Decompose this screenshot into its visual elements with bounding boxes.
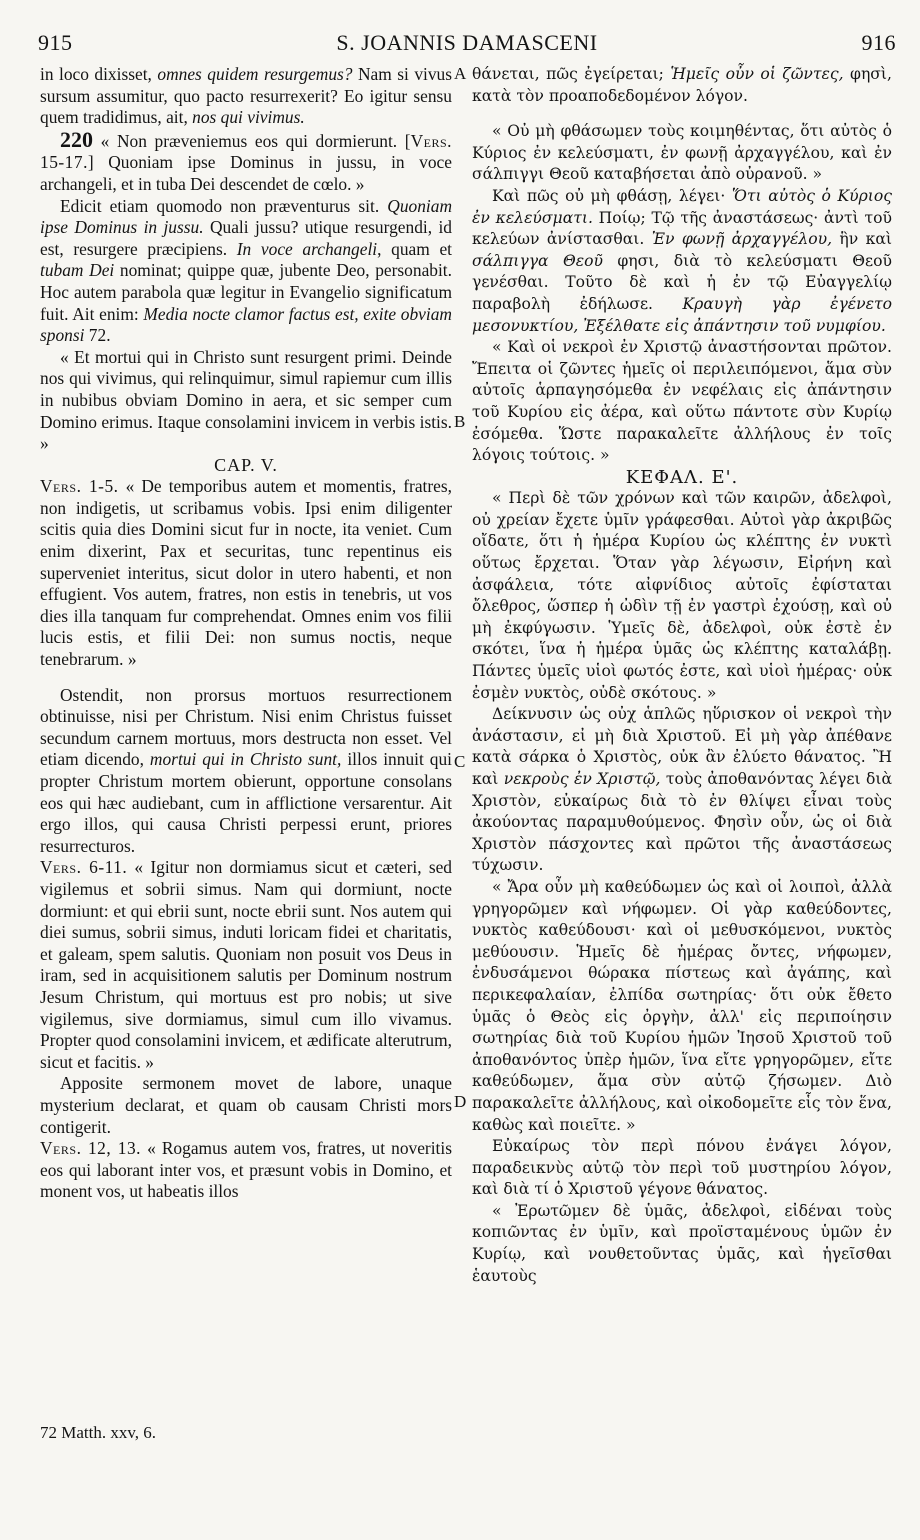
latin-column	[40, 64, 452, 1203]
page-number-left: 915	[38, 30, 73, 55]
latin-commentary-1: Edicit etiam quomodo non præventurus sit. Quoniam ipse Dominus in jussu. Quali jussu? utique resurgendi, id est, resurgere præcipiens. In voce archangeli, quam et tubam Dei nominat; quippe quæ, jubente Deo, personabit. Hoc autem parabola quæ legitur in Evangelio significatum fuit. Ait enim: Media nocte clamor factus est, exite obviam sponsi 72.	[40, 195, 453, 346]
greek-commentary-2: Δείκνυσιν ὡς οὐχ ἁπλῶς ηὕρισκον οἱ νεκροὶ τὴν ἀνάστασιν, εἰ μὴ διὰ Χριστοῦ. Εἰ μὴ γὰρ ἀπέθανε κατὰ σάρκα ὁ Χριστὸς, οὐκ ἂν ἐλύετο θάνατος. Ἢ καὶ νεκροὺς ἐν Χριστῷ, τοὺς ἀποθανόντας λέγει διὰ Χριστὸν, εὐκαίρως διὰ τὸ ἐν θλίψει εἶναι τοὺς ἀκούοντας παραμυθούμενος. Φησὶν οὖν, ὡς οἱ διὰ Χριστὸν πάσχοντες καὶ πρῶτοι τῆς ἀναστάσεως τύχωσιν.	[472, 705, 892, 875]
margin-letter-b: B	[454, 412, 466, 431]
running-title: S. JOANNIS DAMASCENI	[336, 30, 598, 55]
greek-scripture-2: « Καὶ οἱ νεκροὶ ἐν Χριστῷ ἀναστήσονται πρῶτον. Ἔπειτα οἱ ζῶντες ἡμεῖς οἱ περιλειπόμενοι, ἅμα σὺν αὐτοῖς ἁρπαγησόμεθα ἐν νεφέλαις εἰς ἀπάντησιν τοῦ Κυρίου εἰς ἀέρα, καὶ οὕτω πάντοτε σὺν Κυρίῳ ἐσόμεθα. Ὥστε παρακαλεῖτε ἀλλήλους ἐν τοῖς λόγοις τούτοις. »	[472, 338, 892, 465]
footnote: 72 Matth. xxv, 6.	[40, 1423, 157, 1442]
section-220: 220 « Non præveniemus eos qui dormierunt. [Vers. 15-17.] Quoniam ipse Dominus in jussu, in voce archangeli, et in tuba Dei descendet de cœlo. »	[40, 126, 452, 194]
page-number-right: 916	[861, 30, 896, 55]
latin-commentary-2: Ostendit, non prorsus mortuos resurrectionem obtinuisse, nisi per Christum. Nisi enim Christus fuisset secundum carnem mortuus, mors destructa non esset. Vel etiam dicendo, mortui qui in Christo sunt, illos innuit qui propter Christum mortem obierunt, opportune consolans eos qui hæc audiebant, cum in afflictione versarentur. Ait ergo illos, qui causa Christi perpessi erunt, priores resurrecturos.	[40, 684, 452, 856]
latin-verses-6-11: Vers. 6-11. « Igitur non dormiamus sicut et cæteri, sed vigilemus et sobrii simus. Nam qui dormiunt, nocte dormiunt: et qui ebrii sunt, nocte ebrii sunt. Nos autem qui diei sumus, sobrii simus, induti loricam fidei et charitatis, et galeam, spem salutis. Quoniam non posuit vos Deus in iram, sed in acquisitionem salutis per Dominum nostrum Jesum Christum, qui mortuus est pro nobis; ut sive vigilemus, sive dormiamus, simul cum illo vivamus. Propter quod consolamini invicem, et ædificate alterutrum, sicut et facitis. »	[40, 857, 453, 1072]
greek-commentary-3: Εὐκαίρως τὸν περὶ πόνου ἐνάγει λόγον, παραδεικνὺς αὐτῷ τὸν περὶ τοῦ μυστηρίου λόγον, καὶ διὰ τί ὁ Χριστοῦ γέγονε θάνατος.	[472, 1137, 892, 1199]
chapter-heading-latin: CAP. V.	[214, 454, 278, 475]
latin-scripture-quote: « Et mortui qui in Christo sunt resurgent primi. Deinde nos qui vivimus, qui relinquimur, simul rapiemur cum illis in nubibus obviam Domino in aera, et sic semper cum Domino erimus. Itaque consolamini invicem in verbis istis. »	[40, 346, 453, 454]
footnote-ref: 72.	[84, 325, 111, 346]
latin-paragraph-1: in loco dixisset, omnes quidem resurgemus? Nam si vivus sursum assumitur, quo pacto resurrexerit? Eo igitur sensu quem tradidimus, ait, nos qui vivimus.	[40, 64, 453, 128]
section-number: 220	[60, 126, 93, 152]
margin-letter-a: A	[454, 64, 467, 83]
greek-column	[472, 64, 892, 1287]
chapter-heading-greek: ΚΕΦΑΛ. Ε'.	[625, 466, 739, 488]
running-header	[38, 30, 896, 64]
greek-verses-6-11: « Ἄρα οὖν μὴ καθεύδωμεν ὡς καὶ οἱ λοιποὶ, ἀλλὰ γρηγορῶμεν καὶ νήφωμεν. Οἱ γὰρ καθεύδοντες, νυκτὸς καθεύδουσι· καὶ οἱ μεθυσκόμενοι, νυκτὸς μεθύουσιν. Ἡμεῖς δὲ ἡμέρας ὄντες, νήφωμεν, ἐνδυσάμενοι θώρακα πίστεως καὶ ἀγάπης, καὶ περικεφαλαίαν, ἐλπίδα σωτηρίας· ὅτι οὐκ ἔθετο ὑμᾶς ὁ Θεὸς εἰς ὀργὴν, ἀλλ' εἰς περιποίησιν σωτηρίας διὰ τοῦ Κυρίου ἡμῶν Ἰησοῦ Χριστοῦ τοῦ ἀποθανόντος ὑπὲρ ἡμῶν, ἵνα εἴτε γρηγορῶμεν, εἴτε καθεύδωμεν, ἅμα σὺν αὐτῷ ζήσωμεν. Διὸ παρακαλεῖτε ἀλλήλους, καὶ οἰκοδομεῖτε εἷς τὸν ἕνα, καθὼς καὶ ποιεῖτε. »	[472, 877, 892, 1134]
greek-scripture-1: « Οὐ μὴ φθάσωμεν τοὺς κοιμηθέντας, ὅτι αὐτὸς ὁ Κύριος ἐν κελεύσματι, ἐν φωνῇ ἀρχαγγέλου, καὶ ἐν σάλπιγγι Θεοῦ καταβήσεται ἀπὸ οὐρανοῦ. »	[472, 122, 892, 184]
greek-commentary-1: Καὶ πῶς οὐ μὴ φθάσῃ, λέγει· Ὅτι αὐτὸς ὁ Κύριος ἐν κελεύσματι. Ποίῳ; Τῷ τῆς ἀναστάσεως· ἀντὶ τοῦ κελεύων ἀνίστασθαι. Ἐν φωνῇ ἀρχαγγέλου, ἣν καὶ σάλπιγγα Θεοῦ φησι, διὰ τὸ κελεύσματι Θεοῦ γενέσθαι. Τοῦτο δὲ καὶ ἡ ἐν τῷ Εὐαγγελίῳ παραβολὴ ἐδήλωσε. Κραυγὴ γὰρ ἐγένετο μεσονυκτίου, Ἐξέλθατε εἰς ἀπάντησιν τοῦ νυμφίου.	[472, 186, 892, 335]
latin-commentary-3: Apposite sermonem movet de labore, unaque mysterium declarat, et quam ob causam Christi mors contigerit.	[40, 1073, 452, 1137]
greek-paragraph-1: θάνεται, πῶς ἐγείρεται; Ἡμεῖς οὖν οἱ ζῶντες, φησὶ, κατὰ τὸν προαποδεδομένον λόγον.	[472, 65, 893, 105]
latin-verses-12-13: Vers. 12, 13. « Rogamus autem vos, fratres, ut noveritis eos qui laborant inter vos, et præsunt vobis in Domino, et monent vos, ut habeatis illos	[40, 1138, 452, 1202]
greek-verses-12-13: « Ἐρωτῶμεν δὲ ὑμᾶς, ἀδελφοὶ, εἰδέναι τοὺς κοπιῶντας ἐν ὑμῖν, καὶ προϊσταμένους ὑμῶν ἐν Κυρίῳ, καὶ νουθετοῦντας ὑμᾶς, καὶ ἡγεῖσθαι ἑαυτοὺς	[472, 1201, 892, 1285]
margin-letter-d: D	[454, 1092, 467, 1111]
margin-letter-c: C	[454, 752, 466, 771]
greek-verses-1-5: « Περὶ δὲ τῶν χρόνων καὶ τῶν καιρῶν, ἀδελφοὶ, οὐ χρείαν ἔχετε ὑμῖν γράφεσθαι. Αὐτοὶ γὰρ ἀκριβῶς οἴδατε, ὅτι ἡ ἡμέρα Κυρίου ὡς κλέπτης ἐν νυκτὶ οὕτως ἔρχεται. Ὅταν γὰρ λέγωσιν, Εἰρήνη καὶ ἀσφάλεια, τότε αἰφνίδιος αὐτοῖς ἐφίσταται ὄλεθρος, ὥσπερ ἡ ὠδὶν τῇ ἐν γαστρὶ ἐχούσῃ, καὶ οὐ μὴ ἐκφύγωσιν. Ὑμεῖς δὲ, ἀδελφοὶ, οὐκ ἐστὲ ἐν σκότει, ἵνα ἡ ἡμέρα ὑμᾶς ὡς κλέπτης καταλάβῃ. Πάντες ὑμεῖς υἱοὶ φωτός ἐστε, καὶ υἱοὶ ἡμέρας· οὐκ ἐσμὲν νυκτὸς, οὐδὲ σκότους. »	[472, 489, 892, 702]
latin-verses-1-5: Vers. 1-5. « De temporibus autem et momentis, fratres, non indigetis, ut scribamus vobis. Ipsi enim diligenter scitis quia dies Domini sicut fur in nocte, ita veniet. Cum enim dixerint, Pax et securitas, tunc repentinus eis superveniet interitus, sicut dolor in utero habenti, et non effugient. Vos autem, fratres, non estis in tenebris, ut vos dies illa tanquam fur comprehendat. Omnes enim vos filii lucis estis, et filii Dei: non sumus noctis, neque tenebrarum. »	[40, 476, 453, 670]
